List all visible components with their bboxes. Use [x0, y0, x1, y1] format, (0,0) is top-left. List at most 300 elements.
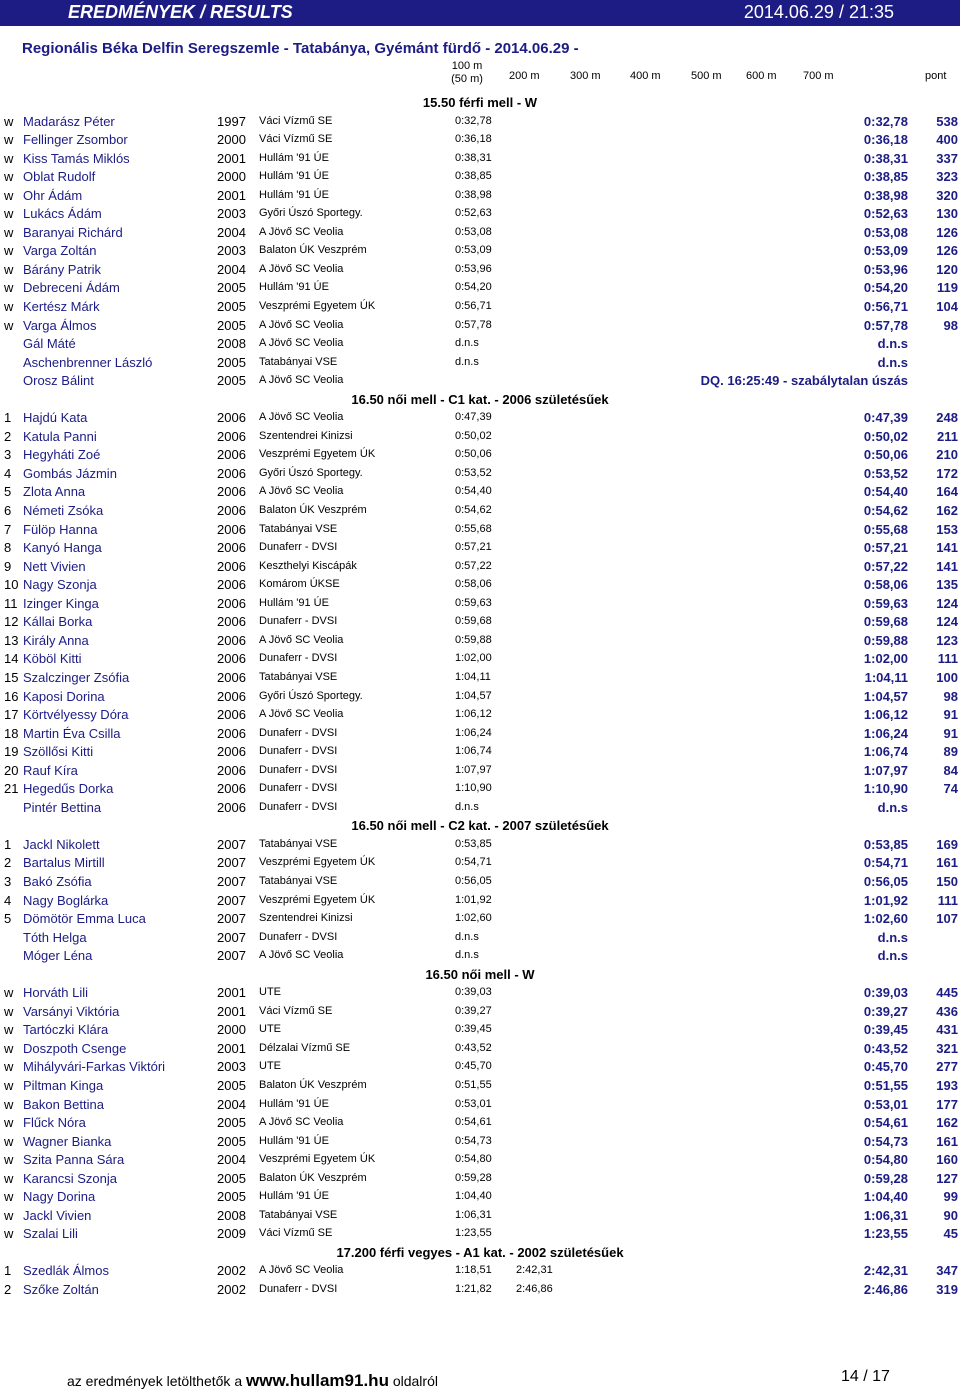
final-time: 0:38,85 — [863, 169, 908, 185]
result-row — [0, 761, 960, 780]
swimmer-name: Nagy Dorina — [23, 1189, 96, 1205]
club: Dunaferr - DVSI — [259, 726, 338, 739]
swimmer-name: Martin Éva Csilla — [23, 725, 121, 741]
final-time: 0:53,08 — [863, 224, 908, 240]
club: Győri Úszó Sportegy. — [259, 207, 363, 220]
points: 74 — [943, 781, 958, 797]
result-row — [0, 1095, 960, 1114]
club: Tatabányai VSE — [259, 670, 338, 683]
result-row — [0, 149, 960, 168]
club: Keszthelyi Kiscápák — [259, 559, 357, 572]
place: 4 — [4, 892, 12, 908]
place: 6 — [4, 503, 12, 519]
swimmer-name: Madarász Péter — [23, 113, 115, 129]
club: Dunaferr - DVSI — [259, 930, 338, 943]
final-time: 0:54,73 — [863, 1133, 908, 1149]
place: w — [4, 150, 14, 166]
split-100m: 0:59,28 — [455, 1171, 492, 1184]
birth-year: 2008 — [217, 336, 246, 352]
birth-year: 2007 — [217, 855, 246, 871]
swimmer-name: Móger Léna — [23, 948, 93, 964]
final-time: 0:53,85 — [863, 836, 908, 852]
points: 120 — [936, 261, 958, 277]
club: A Jövő SC Veolia — [259, 1116, 344, 1129]
place: 8 — [4, 540, 12, 556]
column-headers — [0, 60, 960, 94]
points: 124 — [936, 614, 958, 630]
club: Hullám '91 ÚE — [259, 170, 329, 183]
swimmer-name: Varga Álmos — [23, 317, 97, 333]
points: 124 — [936, 595, 958, 611]
final-time: 0:54,80 — [863, 1152, 908, 1168]
points: 162 — [936, 503, 958, 519]
final-time: 0:53,09 — [863, 243, 908, 259]
final-time: 0:57,21 — [863, 540, 908, 556]
points: 119 — [937, 280, 958, 296]
split-100m: 1:06,24 — [455, 726, 492, 739]
result-row — [0, 538, 960, 557]
club: UTE — [259, 986, 281, 999]
final-time: 0:56,05 — [863, 873, 908, 889]
club: A Jövő SC Veolia — [259, 225, 344, 238]
result-row — [0, 779, 960, 798]
points: 320 — [936, 187, 958, 203]
club: Váci Vízmű SE — [259, 1004, 333, 1017]
split-100m: 0:51,55 — [455, 1078, 492, 1091]
final-time: 0:39,45 — [863, 1022, 908, 1038]
club: Hullám '91 ÚE — [259, 188, 329, 201]
club: Tatabányai VSE — [259, 874, 338, 887]
competition-title: Regionális Béka Delfin Seregszemle - Tatabánya, Gyémánt fürdő - 2014.06.29 - — [22, 40, 579, 57]
swimmer-name: Doszpoth Csenge — [23, 1040, 127, 1056]
birth-year: 2009 — [217, 1226, 246, 1242]
birth-year: 2006 — [217, 632, 246, 648]
place: w — [4, 261, 14, 277]
points: 172 — [936, 465, 958, 481]
split-100m: 0:57,22 — [455, 559, 492, 572]
birth-year: 2005 — [217, 354, 246, 370]
event-header — [0, 93, 960, 112]
final-time: 0:59,63 — [863, 595, 908, 611]
place: 10 — [4, 577, 19, 593]
points: 123 — [936, 632, 958, 648]
birth-year: 2004 — [217, 1152, 246, 1168]
club: A Jövő SC Veolia — [259, 262, 344, 275]
birth-year: 2006 — [217, 540, 246, 556]
place: 12 — [4, 614, 19, 630]
split-100m: 1:10,90 — [455, 782, 492, 795]
points: 45 — [943, 1226, 958, 1242]
result-row — [0, 909, 960, 928]
birth-year: 2001 — [217, 1040, 246, 1056]
birth-year: 2003 — [217, 243, 246, 259]
result-row — [0, 130, 960, 149]
points: 162 — [936, 1115, 958, 1131]
points: 211 — [937, 428, 958, 444]
split-100m: 0:38,85 — [455, 170, 492, 183]
swimmer-name: Fellinger Zsombor — [23, 132, 128, 148]
split-100m: 0:50,06 — [455, 448, 492, 461]
swimmer-name: Mihályvári-Farkas Viktóri — [23, 1059, 166, 1075]
page-footer — [0, 1368, 960, 1390]
birth-year: 2005 — [217, 1115, 246, 1131]
points: 91 — [943, 725, 958, 741]
final-time: 0:38,98 — [863, 187, 908, 203]
final-time: 0:50,02 — [863, 428, 908, 444]
swimmer-name: Horváth Lili — [23, 985, 89, 1001]
place: w — [4, 132, 14, 148]
split-100m: d.n.s — [455, 930, 479, 943]
swimmer-name: Kállai Borka — [23, 614, 93, 630]
result-row — [0, 928, 960, 947]
place: 7 — [4, 521, 12, 537]
result-row — [0, 371, 960, 390]
swimmer-name: Jackl Nikolett — [23, 836, 100, 852]
place: w — [4, 1115, 14, 1131]
final-time: 0:54,71 — [863, 855, 908, 871]
birth-year: 2007 — [217, 873, 246, 889]
place: w — [4, 1170, 14, 1186]
event-header — [0, 1243, 960, 1262]
place: w — [4, 1077, 14, 1093]
split-100m: 0:54,40 — [455, 485, 492, 498]
final-time: 0:53,96 — [863, 261, 908, 277]
final-time: 0:55,68 — [863, 521, 908, 537]
club: Váci Vízmű SE — [259, 133, 333, 146]
birth-year: 2001 — [217, 150, 246, 166]
final-time: 1:04,57 — [863, 688, 908, 704]
result-row — [0, 1076, 960, 1095]
club: Váci Vízmű SE — [259, 1227, 333, 1240]
swimmer-name: Fülöp Hanna — [23, 521, 98, 537]
club: Délzalai Vízmű SE — [259, 1041, 351, 1054]
col-200m: 200 m — [509, 70, 540, 82]
swimmer-name: Flűck Nóra — [23, 1115, 86, 1131]
split-100m: 0:57,78 — [455, 318, 492, 331]
final-time: d.n.s — [877, 354, 908, 370]
place: w — [4, 1096, 14, 1112]
split-100m: 0:38,31 — [455, 151, 492, 164]
place: w — [4, 169, 14, 185]
club: Szentendrei Kinizsi — [259, 429, 353, 442]
points: 400 — [936, 132, 958, 148]
result-row — [0, 1187, 960, 1206]
split-100m: 1:06,12 — [455, 708, 492, 721]
place: w — [4, 299, 14, 315]
points: 89 — [943, 744, 958, 760]
page-number: 14 / 17 — [841, 1368, 890, 1385]
split-100m: d.n.s — [455, 949, 479, 962]
place: w — [4, 1207, 14, 1223]
birth-year: 2001 — [217, 187, 246, 203]
final-time: 0:36,18 — [863, 132, 908, 148]
birth-year: 2000 — [217, 169, 246, 185]
place: w — [4, 1189, 14, 1205]
result-row — [0, 983, 960, 1002]
swimmer-name: Bakon Bettina — [23, 1096, 104, 1112]
split-100m: d.n.s — [455, 337, 479, 350]
result-row — [0, 1150, 960, 1169]
final-time: 0:54,20 — [863, 280, 908, 296]
place: 2 — [4, 1282, 12, 1297]
birth-year: 2005 — [217, 317, 246, 333]
split-100m: 0:53,96 — [455, 262, 492, 275]
col-700m: 700 m — [803, 70, 834, 82]
points: 141 — [936, 540, 958, 556]
swimmer-name: Körtvélyessy Dóra — [23, 707, 129, 723]
final-time: 0:50,06 — [863, 447, 908, 463]
points: 127 — [936, 1170, 958, 1186]
points: 169 — [936, 836, 958, 852]
place: w — [4, 985, 14, 1001]
place: w — [4, 113, 14, 129]
place: 9 — [4, 558, 12, 574]
birth-year: 2006 — [217, 725, 246, 741]
split-100m: 1:04,11 — [455, 670, 491, 683]
birth-year: 2006 — [217, 651, 246, 667]
points: 111 — [937, 651, 958, 667]
swimmer-name: Bárány Patrik — [23, 261, 102, 277]
swimmer-name: Wagner Bianka — [23, 1133, 112, 1149]
birth-year: 2006 — [217, 781, 246, 797]
points: 98 — [943, 688, 958, 704]
split-100m: 0:54,61 — [455, 1116, 492, 1129]
swimmer-name: Karancsi Szonja — [23, 1170, 117, 1186]
points: 445 — [936, 985, 958, 1001]
points: 321 — [936, 1040, 958, 1056]
birth-year: 2006 — [217, 799, 246, 815]
club: Hullám '91 ÚE — [259, 1190, 329, 1203]
points: 90 — [943, 1207, 958, 1223]
birth-year: 2007 — [217, 929, 246, 945]
result-row — [0, 557, 960, 576]
header-datetime: 2014.06.29 / 21:35 — [743, 2, 894, 22]
club: A Jövő SC Veolia — [259, 411, 344, 424]
swimmer-name: Szalczinger Zsófia — [23, 669, 130, 685]
split-100m: 0:52,63 — [455, 207, 492, 220]
club: Dunaferr - DVSI — [259, 652, 338, 665]
event-header — [0, 390, 960, 409]
col-100m: 100 m (50 m) — [451, 60, 483, 85]
split-100m: 0:54,20 — [455, 281, 492, 294]
col-500m: 500 m — [691, 70, 722, 82]
split-100m: 0:53,52 — [455, 466, 492, 479]
birth-year: 2005 — [217, 280, 246, 296]
result-row — [0, 687, 960, 706]
split-100m: 0:39,45 — [455, 1023, 492, 1036]
points: 126 — [936, 243, 958, 259]
split-100m: d.n.s — [455, 355, 479, 368]
birth-year: 2006 — [217, 465, 246, 481]
swimmer-name: Katula Panni — [23, 428, 97, 444]
split-100m: 0:50,02 — [455, 429, 492, 442]
swimmer-name: Izinger Kinga — [23, 595, 99, 611]
swimmer-name: Kiss Tamás Miklós — [23, 150, 130, 166]
swimmer-name: Köböl Kitti — [23, 651, 82, 667]
split-100m: 0:43,52 — [455, 1041, 492, 1054]
final-time: 0:56,71 — [863, 299, 908, 315]
final-time: 0:47,39 — [863, 410, 908, 426]
birth-year: 2007 — [217, 948, 246, 964]
result-row — [0, 853, 960, 872]
swimmer-name: Zlota Anna — [23, 484, 86, 500]
result-row — [0, 649, 960, 668]
split-200m: 2:42,31 — [516, 1264, 553, 1277]
place: 18 — [4, 725, 19, 741]
birth-year: 2006 — [217, 669, 246, 685]
result-row — [0, 1020, 960, 1039]
place: w — [4, 1022, 14, 1038]
swimmer-name: Hegedűs Dorka — [23, 781, 114, 797]
split-200m: 2:46,86 — [516, 1283, 553, 1295]
swimmer-name: Baranyai Richárd — [23, 224, 123, 240]
birth-year: 2006 — [217, 707, 246, 723]
swimmer-name: Szedlák Álmos — [23, 1263, 109, 1279]
split-100m: 1:04,40 — [455, 1190, 492, 1203]
birth-year: 2001 — [217, 1003, 246, 1019]
birth-year: 2006 — [217, 447, 246, 463]
swimmer-name: Debreceni Ádám — [23, 280, 120, 296]
place: 19 — [4, 744, 19, 760]
result-row — [0, 223, 960, 242]
swimmer-name: Kanyó Hanga — [23, 540, 102, 556]
swimmer-name: Oblat Rudolf — [23, 169, 96, 185]
birth-year: 2004 — [217, 1096, 246, 1112]
place: 3 — [4, 447, 12, 463]
result-row — [0, 464, 960, 483]
club: A Jövő SC Veolia — [259, 708, 344, 721]
final-time: 1:07,97 — [863, 762, 908, 778]
result-row — [0, 520, 960, 539]
result-row — [0, 297, 960, 316]
club: A Jövő SC Veolia — [259, 318, 344, 331]
final-time: d.n.s — [877, 799, 908, 815]
final-time: 0:53,01 — [863, 1096, 908, 1112]
club: A Jövő SC Veolia — [259, 633, 344, 646]
footer-link[interactable]: www.hullam91.hu — [246, 1371, 389, 1390]
swimmer-name: Bakó Zsófia — [23, 873, 92, 889]
club: A Jövő SC Veolia — [259, 374, 344, 387]
birth-year: 2005 — [217, 299, 246, 315]
final-time: 2:46,86 — [863, 1282, 908, 1297]
place: w — [4, 187, 14, 203]
birth-year: 2006 — [217, 614, 246, 630]
birth-year: 2008 — [217, 1207, 246, 1223]
club: Veszprémi Egyetem ÚK — [259, 1153, 376, 1166]
result-row — [0, 798, 960, 817]
swimmer-name: Jackl Vivien — [23, 1207, 92, 1223]
points: 111 — [937, 892, 958, 908]
split-100m: 0:58,06 — [455, 578, 492, 591]
split-100m: 1:07,97 — [455, 763, 492, 776]
swimmer-name: Németi Zsóka — [23, 503, 104, 519]
result-row — [0, 353, 960, 372]
split-100m: 0:59,88 — [455, 633, 492, 646]
result-row — [0, 445, 960, 464]
place: 5 — [4, 484, 12, 500]
split-100m: 0:53,01 — [455, 1097, 492, 1110]
points: 161 — [936, 1133, 958, 1149]
split-100m: 1:06,31 — [455, 1208, 492, 1221]
birth-year: 2006 — [217, 577, 246, 593]
birth-year: 2006 — [217, 688, 246, 704]
points: 107 — [936, 911, 958, 927]
birth-year: 2004 — [217, 261, 246, 277]
points: 98 — [943, 317, 958, 333]
points: 104 — [936, 299, 958, 315]
points: 337 — [936, 150, 958, 166]
points: 319 — [936, 1282, 958, 1297]
club: Dunaferr - DVSI — [259, 541, 338, 554]
swimmer-name: Szőke Zoltán — [23, 1282, 99, 1297]
final-time: 1:04,40 — [863, 1189, 908, 1205]
club: Dunaferr - DVSI — [259, 745, 338, 758]
club: Balaton ÚK Veszprém — [259, 244, 367, 257]
split-100m: 1:02,00 — [455, 652, 492, 665]
final-time: 0:54,61 — [863, 1115, 908, 1131]
event-title: 15.50 férfi mell - W — [422, 95, 538, 110]
club: Dunaferr - DVSI — [259, 782, 338, 795]
footer-text: az eredmények letölthetők a www.hullam91.hu oldalról — [67, 1371, 438, 1390]
col-300m: 300 m — [570, 70, 601, 82]
split-100m: 0:36,18 — [455, 133, 492, 146]
col-pont: pont — [925, 70, 947, 82]
birth-year: 2006 — [217, 503, 246, 519]
result-row — [0, 278, 960, 297]
club: Hullám '91 ÚE — [259, 151, 329, 164]
club: A Jövő SC Veolia — [259, 485, 344, 498]
points: 210 — [936, 447, 958, 463]
club: Balaton ÚK Veszprém — [259, 1078, 367, 1091]
club: Tatabányai VSE — [259, 355, 338, 368]
split-100m: 1:02,60 — [455, 912, 492, 925]
final-time: 0:51,55 — [863, 1077, 908, 1093]
place: 13 — [4, 632, 19, 648]
club: Váci Vízmű SE — [259, 114, 333, 127]
club: Veszprémi Egyetem ÚK — [259, 893, 376, 906]
points: 141 — [936, 558, 958, 574]
swimmer-name: Orosz Bálint — [23, 373, 94, 389]
club: Dunaferr - DVSI — [259, 615, 338, 628]
result-row — [0, 260, 960, 279]
split-100m: d.n.s — [455, 800, 479, 813]
result-row — [0, 316, 960, 335]
result-row — [0, 334, 960, 353]
place: 1 — [4, 836, 12, 852]
swimmer-name: Szalai Lili — [23, 1226, 78, 1242]
result-row — [0, 1280, 960, 1299]
final-time: 1:02,60 — [863, 911, 908, 927]
club: UTE — [259, 1060, 281, 1073]
birth-year: 2005 — [217, 1170, 246, 1186]
final-time: 1:06,74 — [863, 744, 908, 760]
result-row — [0, 742, 960, 761]
points: 153 — [936, 521, 958, 537]
place: 14 — [4, 651, 19, 667]
club: Balaton ÚK Veszprém — [259, 504, 367, 517]
swimmer-name: Szöllősi Kitti — [23, 744, 94, 760]
split-100m: 0:56,71 — [455, 300, 492, 313]
result-row — [0, 482, 960, 501]
final-time: 1:06,12 — [863, 707, 908, 723]
final-time: 0:59,88 — [863, 632, 908, 648]
swimmer-name: Kertész Márk — [23, 299, 100, 315]
final-time: 1:01,92 — [863, 892, 908, 908]
result-row — [0, 705, 960, 724]
points: 193 — [936, 1077, 958, 1093]
result-row — [0, 501, 960, 520]
final-time: d.n.s — [877, 336, 908, 352]
